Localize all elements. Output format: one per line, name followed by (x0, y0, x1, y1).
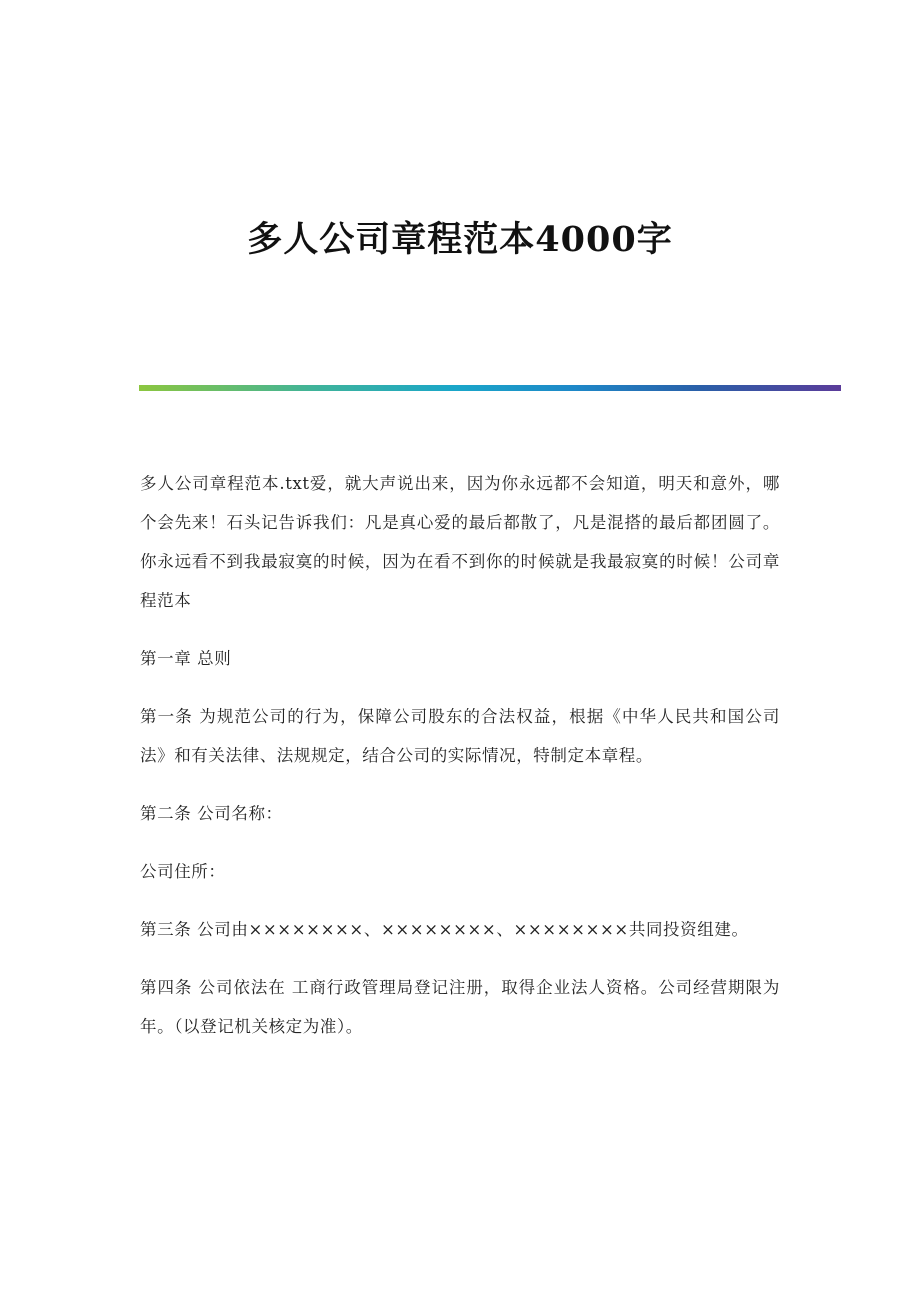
article-3: 第三条 公司由××××××××、××××××××、××××××××共同投资组建。 (140, 920, 749, 939)
article-2-company-name: 第二条 公司名称： (140, 804, 283, 823)
intro-paragraph: 多人公司章程范本.txt爱，就大声说出来，因为你永远都不会知道，明天和意外，哪个会先来！石头记告诉我们：凡是真心爱的最后都散了，凡是混搭的最后都团圆了。你永远看不到我最寂寞的时候，因为在看不到你的时候就是我最寂寞的时候！公司章程范本 (140, 474, 780, 610)
article-1: 第一条 为规范公司的行为，保障公司股东的合法权益，根据《中华人民共和国公司法》和有关法律、法规规定，结合公司的实际情况，特制定本章程。 (140, 707, 780, 765)
document-body (140, 464, 780, 1065)
chapter-heading: 第一章 总则 (140, 649, 232, 668)
company-address: 公司住所： (140, 862, 226, 881)
page-title: 多人公司章程范本4000字 (247, 219, 673, 260)
gradient-divider (139, 385, 841, 391)
article-4: 第四条 公司依法在 工商行政管理局登记注册，取得企业法人资格。公司经营期限为 年。（以登记机关核定为准）。 (140, 978, 780, 1036)
